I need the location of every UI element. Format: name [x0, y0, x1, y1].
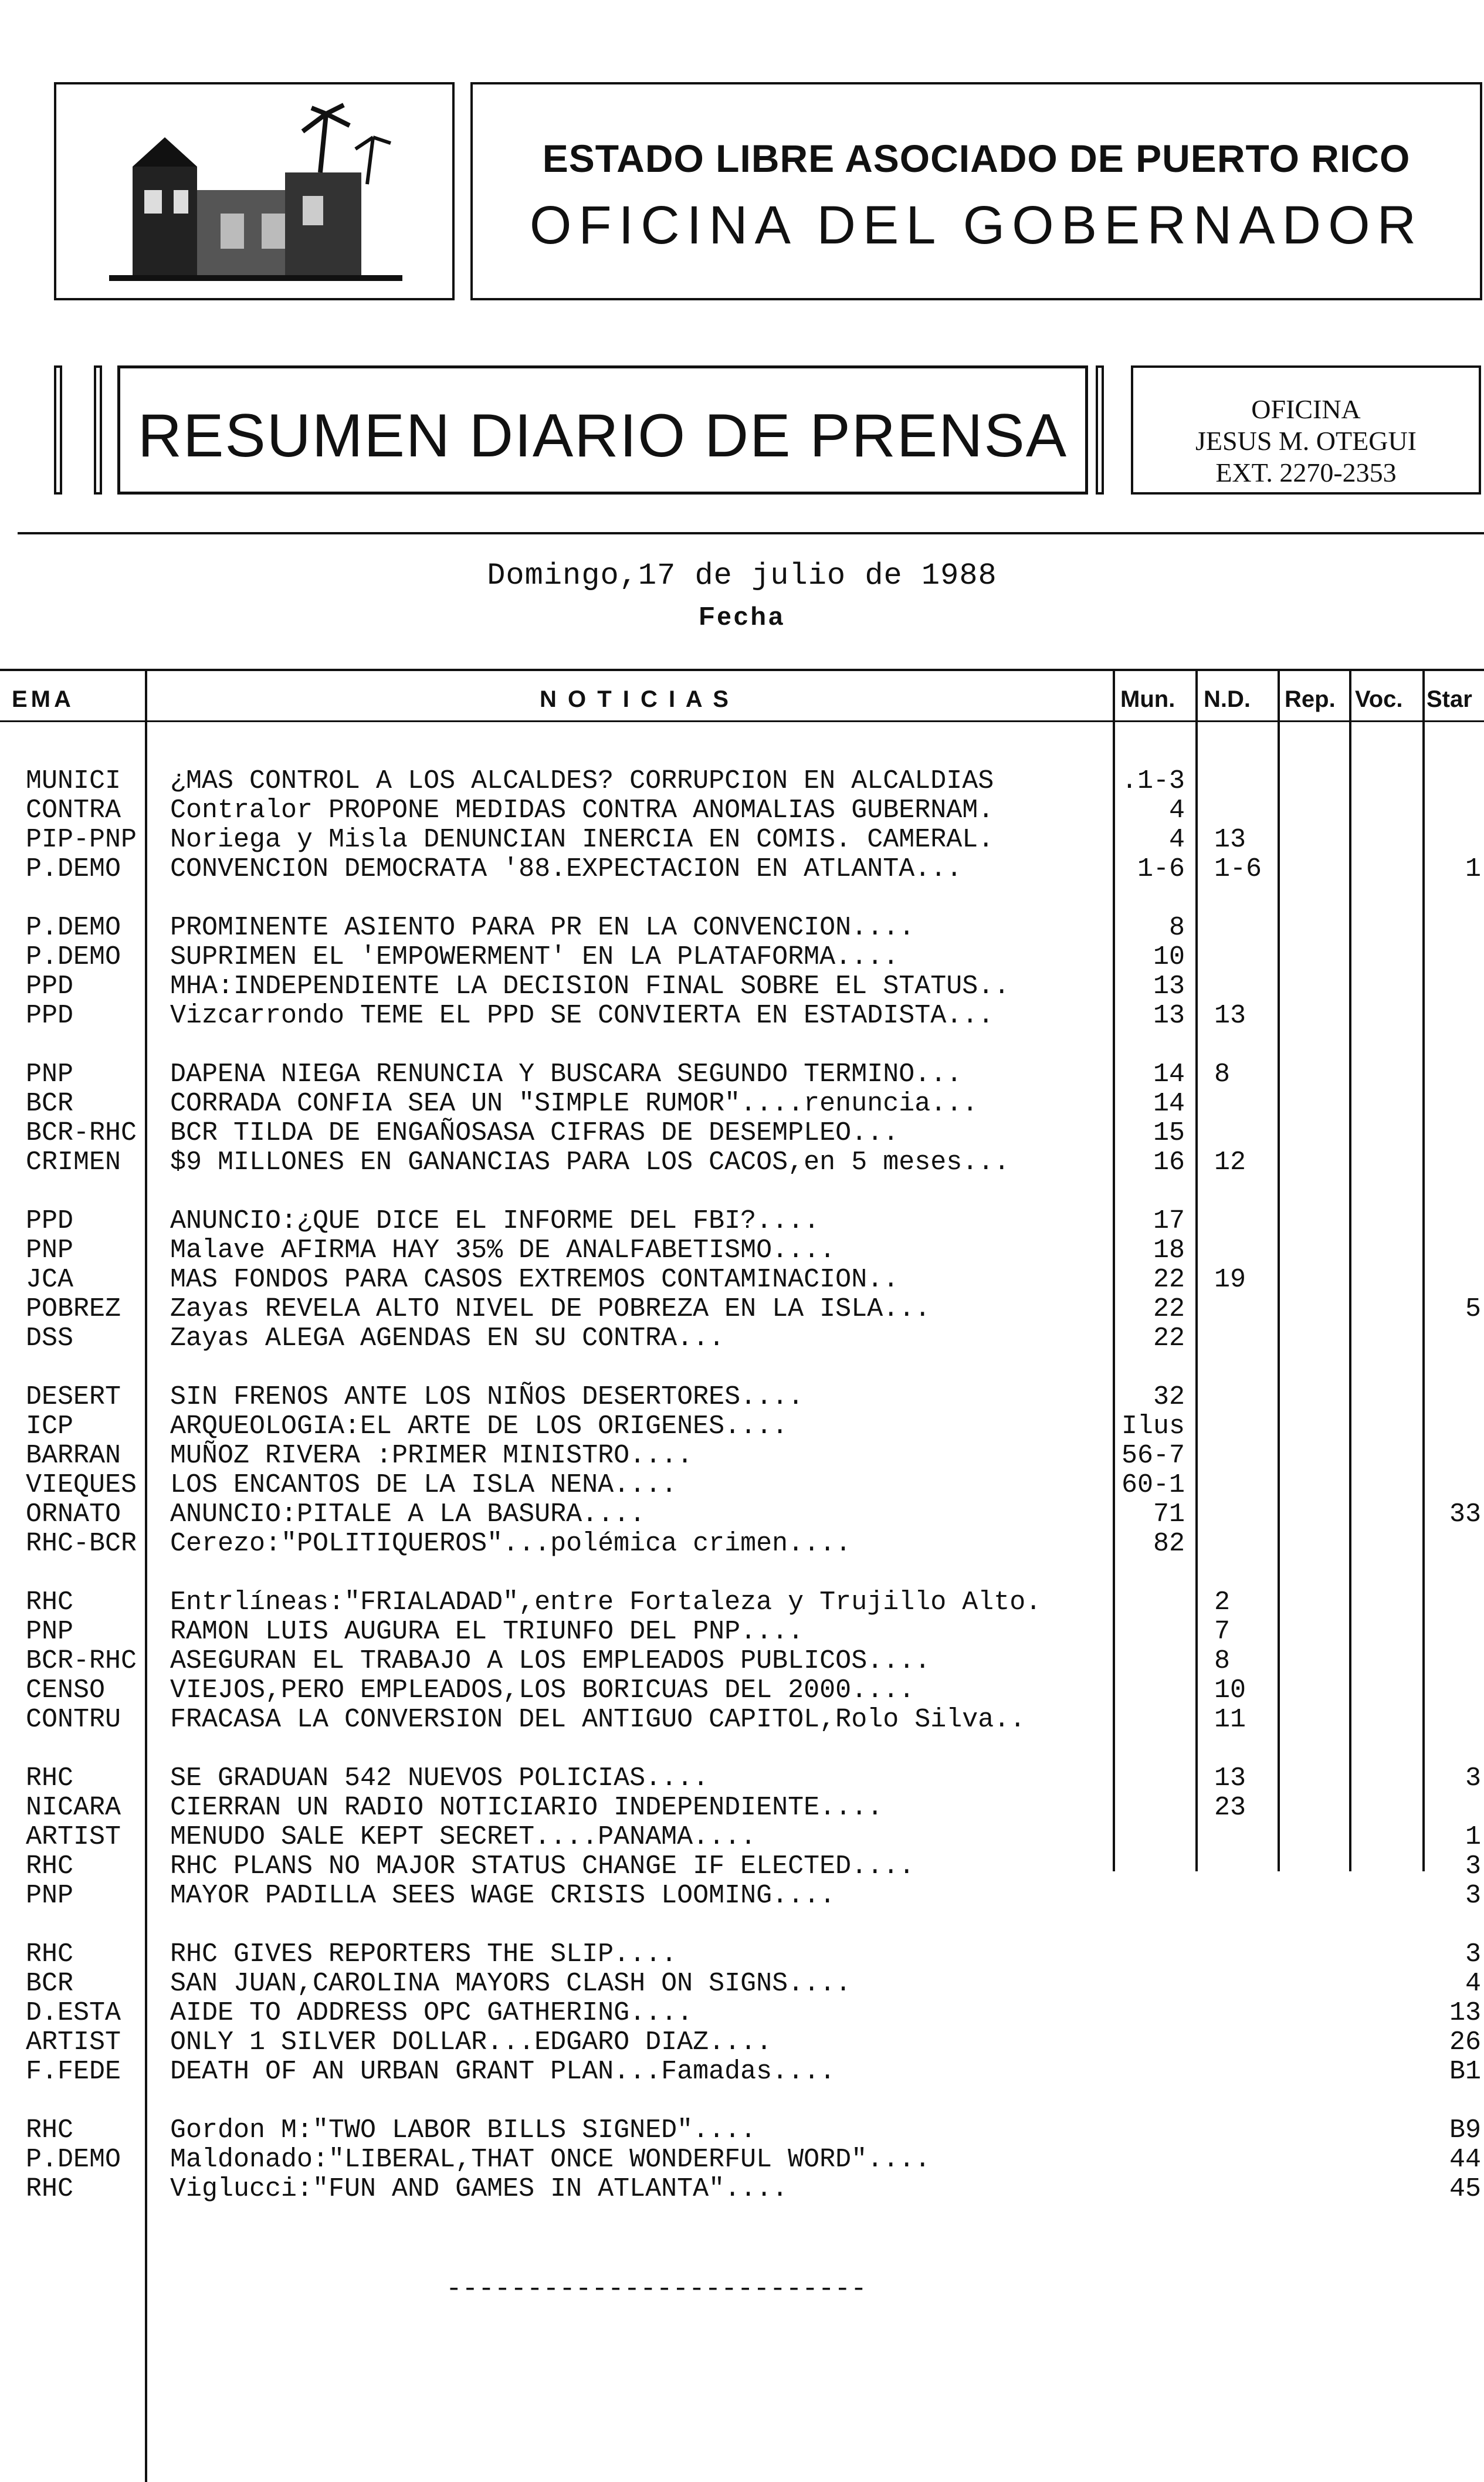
row-tema: PNP [26, 1617, 74, 1647]
header-tema: EMA [12, 686, 74, 712]
row-mun-page: 17 [1153, 1206, 1185, 1236]
table-row [0, 1324, 1484, 1353]
banner-bar-left-1 [54, 365, 62, 495]
row-star-page: 3 [1465, 1852, 1481, 1881]
table-row [0, 1999, 1484, 2028]
governor-mansion-icon [109, 102, 402, 284]
row-tema: F.FEDE [26, 2057, 121, 2087]
row-tema: D.ESTA [26, 1999, 121, 2028]
table-row [0, 1969, 1484, 1999]
table-row [0, 1588, 1484, 1617]
report-date: Domingo,17 de julio de 1988 [487, 558, 997, 593]
row-headline: Zayas ALEGA AGENDAS EN SU CONTRA... [170, 1323, 725, 1353]
row-headline: ONLY 1 SILVER DOLLAR...EDGARO DIAZ.... [170, 2027, 773, 2057]
table-header-line [0, 720, 1484, 722]
row-headline: CONVENCION DEMOCRATA '88.EXPECTACION EN ATLANTA... [170, 854, 963, 884]
table-row [0, 1647, 1484, 1676]
row-tema: BCR [26, 1969, 74, 1999]
row-nd-page: 13 [1214, 1763, 1246, 1793]
table-row [0, 825, 1484, 855]
title-frame [470, 82, 1482, 300]
row-tema: PNP [26, 1881, 74, 1911]
row-star-page: 26 [1449, 2028, 1481, 2057]
row-headline: VIEJOS,PERO EMPLEADOS,LOS BORICUAS DEL 2000.... [170, 1675, 915, 1705]
table-row [0, 1676, 1484, 1705]
row-headline: Contralor PROPONE MEDIDAS CONTRA ANOMALIAS GUBERNAM. [170, 795, 994, 825]
row-mun-page: 22 [1153, 1294, 1185, 1324]
row-star-page: 1 [1465, 1823, 1481, 1852]
table-row [0, 767, 1484, 796]
row-mun-page: 22 [1153, 1323, 1185, 1353]
row-nd-page: 23 [1214, 1793, 1246, 1823]
row-mun-page: 14 [1153, 1089, 1185, 1119]
row-tema: DESERT [26, 1383, 121, 1412]
row-headline: MAYOR PADILLA SEES WAGE CRISIS LOOMING.... [170, 1881, 836, 1911]
banner-title: RESUMEN DIARIO DE PRENSA [137, 402, 1068, 470]
table-row [0, 1471, 1484, 1500]
date-label: Fecha [699, 602, 785, 631]
row-headline: Viglucci:"FUN AND GAMES IN ATLANTA".... [170, 2174, 788, 2204]
row-headline: $9 MILLONES EN GANANCIAS PARA LOS CACOS,en 5 meses... [170, 1147, 1010, 1177]
table-row [0, 1265, 1484, 1295]
row-nd-page: 8 [1214, 1646, 1231, 1676]
row-mun-page: 32 [1153, 1382, 1185, 1412]
table-row [0, 1383, 1484, 1412]
table-row [0, 1412, 1484, 1441]
table-row [0, 943, 1484, 972]
row-headline: DAPENA NIEGA RENUNCIA Y BUSCARA SEGUNDO TERMINO... [170, 1059, 963, 1089]
table-top-line [0, 669, 1484, 671]
contact-line-name: JESUS M. OTEGUI [1195, 426, 1417, 456]
row-tema: BCR-RHC [26, 1119, 137, 1148]
row-tema: CONTRU [26, 1705, 121, 1735]
row-headline: DEATH OF AN URBAN GRANT PLAN...Famadas.... [170, 2057, 836, 2087]
row-star-page: 44 [1449, 2145, 1481, 2175]
row-nd-page: 2 [1214, 1587, 1231, 1617]
table-row [0, 2175, 1484, 2204]
row-headline: FRACASA LA CONVERSION DEL ANTIGUO CAPITOL,Rolo Silva.. [170, 1705, 1026, 1735]
row-mun-page: 4 [1168, 825, 1185, 855]
row-tema: PPD [26, 1207, 74, 1236]
row-headline: Noriega y Misla DENUNCIAN INERCIA EN COMIS. CAMERAL. [170, 825, 994, 855]
row-nd-page: 7 [1214, 1617, 1231, 1647]
header-divider [18, 532, 1484, 534]
row-headline: ANUNCIO:¿QUE DICE EL INFORME DEL FBI?.... [170, 1206, 820, 1236]
row-tema: RHC [26, 1940, 74, 1969]
table-row [0, 2057, 1484, 2087]
logo-frame [54, 82, 455, 300]
row-star-page: 5 [1465, 1295, 1481, 1324]
row-headline: MHA:INDEPENDIENTE LA DECISION FINAL SOBRE EL STATUS.. [170, 971, 1010, 1001]
table-row [0, 1529, 1484, 1559]
row-mun-page: 1-6 [1137, 854, 1185, 884]
table-row [0, 1001, 1484, 1031]
office-name: OFICINA DEL GOBERNADOR [529, 195, 1424, 255]
banner-frame [117, 365, 1088, 495]
row-tema: P.DEMO [26, 2145, 121, 2175]
table-row [0, 1295, 1484, 1324]
contact-line-ext: EXT. 2270-2353 [1215, 458, 1397, 487]
row-tema: PIP-PNP [26, 825, 137, 855]
row-star-page: B1 [1449, 2057, 1481, 2087]
row-tema: BCR-RHC [26, 1647, 137, 1676]
contact-box [1131, 365, 1481, 495]
row-mun-page: 15 [1153, 1118, 1185, 1148]
row-nd-page: 13 [1214, 825, 1246, 855]
row-headline: RAMON LUIS AUGURA EL TRIUNFO DEL PNP.... [170, 1617, 804, 1647]
table-row [0, 1852, 1484, 1881]
row-headline: RHC PLANS NO MAJOR STATUS CHANGE IF ELECTED.... [170, 1851, 915, 1881]
row-headline: ASEGURAN EL TRABAJO A LOS EMPLEADOS PUBLICOS.... [170, 1646, 931, 1676]
row-tema: RHC [26, 1764, 74, 1793]
row-tema: PNP [26, 1060, 74, 1089]
header-voc: Voc. [1355, 686, 1403, 712]
header-rep: Rep. [1285, 686, 1336, 712]
table-row [0, 972, 1484, 1001]
row-nd-page: 1-6 [1214, 854, 1262, 884]
row-mun-page: 13 [1153, 1001, 1185, 1031]
table-row [0, 1441, 1484, 1471]
row-tema: BARRAN [26, 1441, 121, 1471]
row-tema: POBREZ [26, 1295, 121, 1324]
row-headline: CIERRAN UN RADIO NOTICIARIO INDEPENDIENTE.... [170, 1793, 883, 1823]
row-tema: VIEQUES [26, 1471, 137, 1500]
row-tema: P.DEMO [26, 855, 121, 884]
row-headline: Gordon M:"TWO LABOR BILLS SIGNED".... [170, 2115, 757, 2145]
row-nd-page: 12 [1214, 1147, 1246, 1177]
row-tema: RHC [26, 1588, 74, 1617]
state-name: ESTADO LIBRE ASOCIADO DE PUERTO RICO [542, 137, 1411, 180]
table-row [0, 1236, 1484, 1265]
table-row [0, 1617, 1484, 1647]
table-row [0, 1881, 1484, 1911]
row-headline: LOS ENCANTOS DE LA ISLA NENA.... [170, 1470, 677, 1500]
row-headline: AIDE TO ADDRESS OPC GATHERING.... [170, 1998, 693, 2028]
row-headline: Cerezo:"POLITIQUEROS"...polémica crimen.... [170, 1529, 852, 1559]
table-row [0, 2145, 1484, 2175]
row-mun-page: 4 [1168, 795, 1185, 825]
row-tema: DSS [26, 1324, 74, 1353]
table-row [0, 2028, 1484, 2057]
row-nd-page: 13 [1214, 1001, 1246, 1031]
banner-bar-left-2 [94, 365, 102, 495]
table-row [0, 1119, 1484, 1148]
row-headline: Vizcarrondo TEME EL PPD SE CONVIERTA EN ESTADISTA... [170, 1001, 994, 1031]
row-mun-page: 22 [1153, 1265, 1185, 1295]
row-tema: RHC-BCR [26, 1529, 137, 1559]
table-row [0, 1823, 1484, 1852]
table-row [0, 1793, 1484, 1823]
header-star: Star [1427, 686, 1472, 712]
row-mun-page: 14 [1153, 1059, 1185, 1089]
row-nd-page: 19 [1214, 1265, 1246, 1295]
row-headline: MUÑOZ RIVERA :PRIMER MINISTRO.... [170, 1441, 693, 1471]
table-row [0, 1060, 1484, 1089]
row-star-page: B9 [1449, 2116, 1481, 2145]
row-headline: ¿MAS CONTROL A LOS ALCALDES? CORRUPCION EN ALCALDIAS [170, 766, 994, 796]
row-star-page: 4 [1465, 1969, 1481, 1999]
row-tema: P.DEMO [26, 943, 121, 972]
row-mun-page: 16 [1153, 1147, 1185, 1177]
row-headline: Malave AFIRMA HAY 35% DE ANALFABETISMO.... [170, 1235, 836, 1265]
row-mun-page: 82 [1153, 1529, 1185, 1559]
row-mun-page: 71 [1153, 1499, 1185, 1529]
row-headline: MENUDO SALE KEPT SECRET....PANAMA.... [170, 1822, 757, 1852]
row-tema: ARTIST [26, 2028, 121, 2057]
row-mun-page: 10 [1153, 942, 1185, 972]
row-headline: BCR TILDA DE ENGAÑOSASA CIFRAS DE DESEMPLEO... [170, 1118, 899, 1148]
header-nd: N.D. [1204, 686, 1251, 712]
row-tema: PPD [26, 1001, 74, 1031]
row-mun-page: 60-1 [1121, 1470, 1185, 1500]
contact-line-office: OFICINA [1251, 394, 1361, 424]
row-headline: SE GRADUAN 542 NUEVOS POLICIAS.... [170, 1763, 709, 1793]
row-tema: NICARA [26, 1793, 121, 1823]
row-star-page: 45 [1449, 2175, 1481, 2204]
row-headline: RHC GIVES REPORTERS THE SLIP.... [170, 1939, 677, 1969]
row-tema: CRIMEN [26, 1148, 121, 1177]
row-tema: P.DEMO [26, 913, 121, 943]
row-headline: SUPRIMEN EL 'EMPOWERMENT' EN LA PLATAFORMA.... [170, 942, 899, 972]
row-headline: SAN JUAN,CAROLINA MAYORS CLASH ON SIGNS.... [170, 1969, 852, 1999]
table-row [0, 1940, 1484, 1969]
table-row [0, 1148, 1484, 1177]
row-headline: PROMINENTE ASIENTO PARA PR EN LA CONVENCION.... [170, 913, 915, 943]
row-tema: CENSO [26, 1676, 106, 1705]
row-tema: JCA [26, 1265, 74, 1295]
row-tema: RHC [26, 1852, 74, 1881]
row-star-page: 13 [1449, 1999, 1481, 2028]
row-tema: CONTRA [26, 796, 121, 825]
row-headline: Zayas REVELA ALTO NIVEL DE POBREZA EN LA ISLA... [170, 1294, 931, 1324]
row-star-page: 3 [1465, 1764, 1481, 1793]
banner-bar-right [1096, 365, 1104, 495]
row-nd-page: 11 [1214, 1705, 1246, 1735]
row-mun-page: 8 [1168, 913, 1185, 943]
row-star-page: 3 [1465, 1940, 1481, 1969]
row-headline: ANUNCIO:PITALE A LA BASURA.... [170, 1499, 646, 1529]
row-tema: MUNICI [26, 767, 121, 796]
row-headline: CORRADA CONFIA SEA UN "SIMPLE RUMOR"....renuncia... [170, 1089, 978, 1119]
row-headline: MAS FONDOS PARA CASOS EXTREMOS CONTAMINACION.. [170, 1265, 899, 1295]
table-row [0, 796, 1484, 825]
table-row [0, 2116, 1484, 2145]
row-tema: ORNATO [26, 1500, 121, 1529]
row-tema: PPD [26, 972, 74, 1001]
end-separator: -------------------------- [446, 2274, 867, 2304]
row-headline: Entrlíneas:"FRIALADAD",entre Fortaleza y Trujillo Alto. [170, 1587, 1042, 1617]
table-row [0, 1705, 1484, 1735]
row-mun-page: 13 [1153, 971, 1185, 1001]
row-tema: BCR [26, 1089, 74, 1119]
table-row [0, 913, 1484, 943]
row-star-page: 1 [1465, 855, 1481, 884]
row-headline: Maldonado:"LIBERAL,THAT ONCE WONDERFUL WORD".... [170, 2145, 931, 2175]
row-tema: ARTIST [26, 1823, 121, 1852]
row-mun-page: 56-7 [1121, 1441, 1185, 1471]
table-row [0, 1207, 1484, 1236]
row-tema: PNP [26, 1236, 74, 1265]
table-row [0, 855, 1484, 884]
row-headline: SIN FRENOS ANTE LOS NIÑOS DESERTORES.... [170, 1382, 804, 1412]
row-mun-page: .1-3 [1121, 766, 1185, 796]
row-headline: ARQUEOLOGIA:EL ARTE DE LOS ORIGENES.... [170, 1411, 788, 1441]
row-tema: ICP [26, 1412, 74, 1441]
header-noticias: N O T I C I A S [540, 686, 731, 712]
row-tema: RHC [26, 2175, 74, 2204]
row-tema: RHC [26, 2116, 74, 2145]
row-nd-page: 10 [1214, 1675, 1246, 1705]
table-row [0, 1089, 1484, 1119]
table-row [0, 1500, 1484, 1529]
header-mun: Mun. [1120, 686, 1175, 712]
row-star-page: 3 [1465, 1881, 1481, 1911]
row-star-page: 33 [1449, 1500, 1481, 1529]
row-mun-page: 18 [1153, 1235, 1185, 1265]
table-row [0, 1764, 1484, 1793]
row-nd-page: 8 [1214, 1059, 1231, 1089]
row-mun-page: Ilus [1121, 1411, 1185, 1441]
